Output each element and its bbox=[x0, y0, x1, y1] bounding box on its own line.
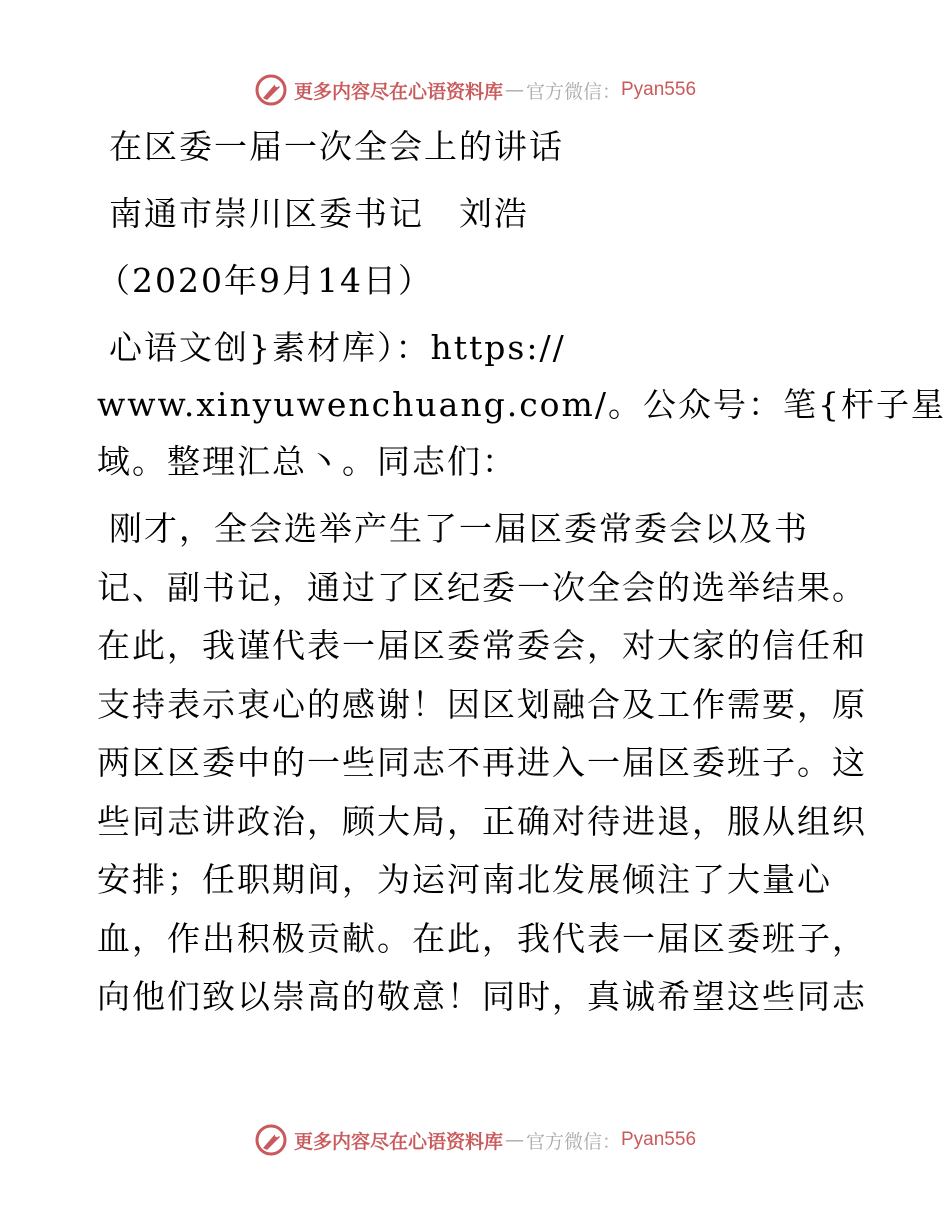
body-line: 血，作出积极贡献。在此，我代表一届区委班子， bbox=[97, 918, 867, 958]
footer-watermark bbox=[0, 1120, 950, 1160]
watermark-separator: — bbox=[504, 1129, 524, 1151]
document-title: 在区委一届一次全会上的讲话 bbox=[109, 127, 564, 166]
document-content bbox=[97, 118, 946, 1027]
body-paragraph bbox=[97, 500, 867, 1027]
watermark-label: 官方微信： bbox=[525, 80, 621, 103]
body-line: 刚才，全会选举产生了一届区委常委会以及书 bbox=[109, 509, 809, 548]
fountain-pen-logo-icon bbox=[254, 73, 288, 107]
watermark-brand: 更多内容尽在心语资料库 bbox=[293, 1130, 503, 1153]
watermark-wechat-id: Pyan556 bbox=[621, 1129, 697, 1150]
body-line: 记、副书记，通过了区纪委一次全会的选举结果。 bbox=[97, 567, 867, 607]
watermark-separator: — bbox=[504, 79, 524, 101]
body-line: 在此，我谨代表一届区委常委会，对大家的信任和 bbox=[97, 626, 867, 665]
body-line: 安排；任职期间，为运河南北发展倾注了大量心 bbox=[97, 860, 832, 899]
watermark-brand: 更多内容尽在心语资料库 bbox=[293, 80, 503, 103]
source-line: 域。整理汇总丶。同志们： bbox=[97, 442, 517, 481]
header-watermark bbox=[0, 70, 950, 110]
body-line: 两区区委中的一些同志不再进入一届区委班子。这 bbox=[97, 743, 867, 782]
watermark-wechat-id: Pyan556 bbox=[621, 79, 697, 100]
source-block bbox=[97, 319, 946, 490]
watermark-label: 官方微信： bbox=[525, 1130, 621, 1153]
body-line: 支持表示衷心的感谢！因区划融合及工作需要，原 bbox=[97, 684, 867, 724]
source-line: www.xinyuwenchuang.com/。公众号：笔{杆子星 bbox=[97, 385, 946, 424]
body-line: 向他们致以崇高的敬意！同时，真诚希望这些同志 bbox=[97, 977, 867, 1016]
source-line: 心语文创}素材库）：https:// bbox=[109, 328, 566, 367]
body-line: 些同志讲政治，顾大局，正确对待进退，服从组织 bbox=[97, 801, 867, 841]
document-date: （2020年9月14日） bbox=[97, 261, 433, 300]
fountain-pen-logo-icon bbox=[254, 1123, 288, 1157]
document-author: 南通市崇川区委书记 刘浩 bbox=[109, 194, 529, 233]
